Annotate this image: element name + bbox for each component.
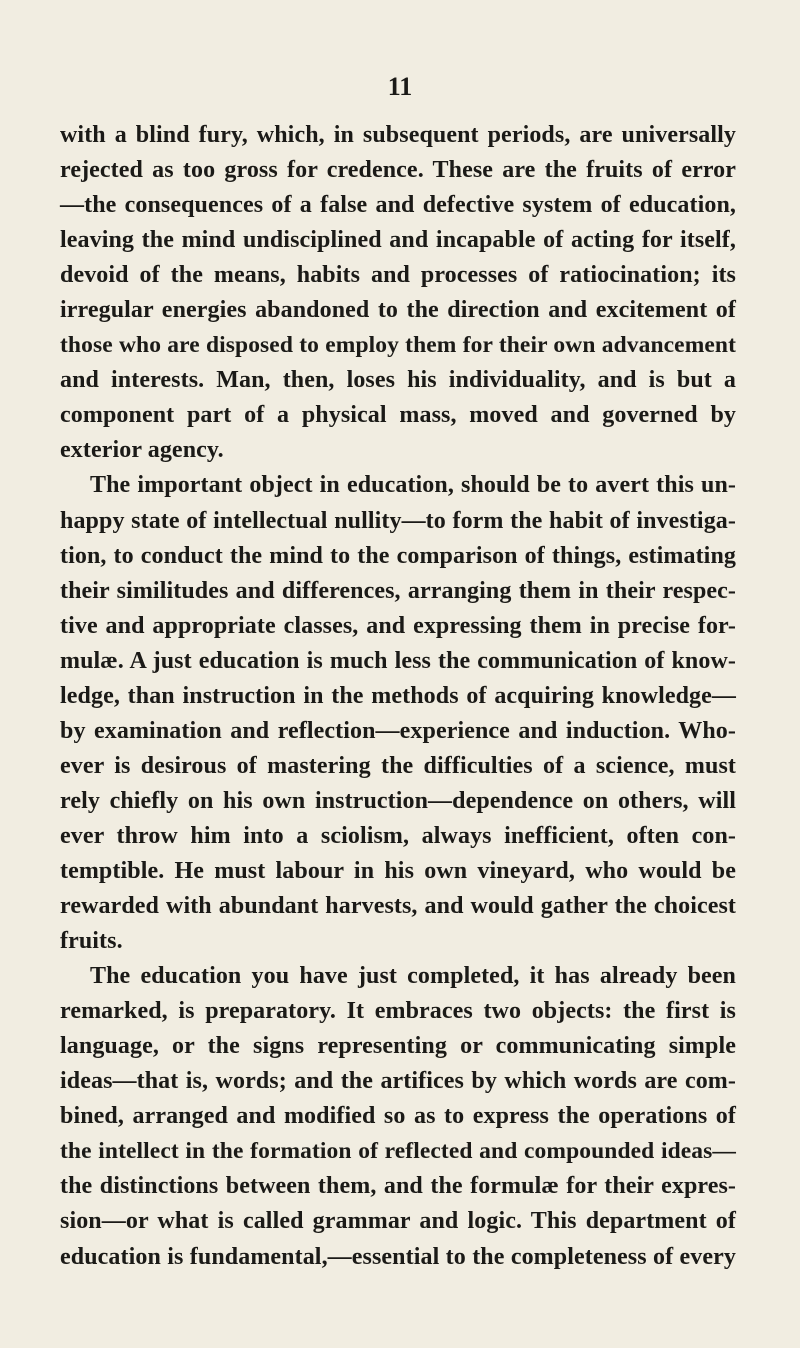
- text-line: —the consequences of a false and defective system of education,: [60, 192, 736, 219]
- body-text: [60, 118, 736, 1275]
- text-line: tion, to conduct the mind to the comparison of things, estimating: [60, 542, 736, 569]
- text-line: mulæ. A just education is much less the communication of know-: [60, 647, 736, 674]
- page-number: 11: [387, 72, 413, 101]
- text-line: the intellect in the formation of reflected and compounded ideas—: [60, 1138, 736, 1165]
- text-line: rely chiefly on his own instruction—dependence on others, will: [60, 787, 736, 814]
- text-line: devoid of the means, habits and processes of ratiocination; its: [60, 262, 736, 289]
- text-line: bined, arranged and modified so as to express the operations of: [60, 1103, 736, 1130]
- text-line: sion—or what is called grammar and logic. This department of: [60, 1208, 736, 1235]
- text-line: happy state of intellectual nullity—to form the habit of investiga-: [60, 507, 736, 534]
- text-line: exterior agency.: [60, 437, 224, 464]
- text-line: rejected as too gross for credence. These are the fruits of error: [60, 157, 736, 184]
- text-line: ever is desirous of mastering the difficulties of a science, must: [60, 752, 736, 779]
- text-line: fruits.: [60, 928, 123, 955]
- text-line: tive and appropriate classes, and expressing them in precise for-: [60, 612, 736, 639]
- text-line: with a blind fury, which, in subsequent periods, are universally: [60, 122, 736, 148]
- text-line: education is fundamental,—essential to the completeness of every: [60, 1243, 736, 1270]
- text-line: by examination and reflection—experience and induction. Who-: [60, 717, 736, 744]
- text-line: ledge, than instruction in the methods of acquiring knowledge—: [60, 682, 736, 709]
- text-line: The education you have just completed, it has already been: [90, 963, 736, 990]
- text-line: the distinctions between them, and the formulæ for their expres-: [60, 1173, 736, 1200]
- text-line: rewarded with abundant harvests, and would gather the choicest: [60, 893, 736, 920]
- text-line: irregular energies abandoned to the direction and excitement of: [60, 297, 736, 324]
- text-line: ever throw him into a sciolism, always inefficient, often con-: [60, 822, 736, 849]
- text-line: their similitudes and differences, arranging them in their respec-: [60, 577, 736, 604]
- text-line: leaving the mind undisciplined and incapable of acting for itself,: [60, 227, 736, 254]
- text-line: language, or the signs representing or communicating simple: [60, 1033, 736, 1060]
- text-line: ideas—that is, words; and the artifices by which words are com-: [60, 1068, 736, 1095]
- text-line: remarked, is preparatory. It embraces two objects: the first is: [60, 998, 736, 1025]
- text-line: those who are disposed to employ them for their own advancement: [60, 332, 736, 359]
- text-line: and interests. Man, then, loses his individuality, and is but a: [60, 367, 736, 394]
- text-line: The important object in education, should be to avert this un-: [90, 472, 736, 499]
- text-line: temptible. He must labour in his own vineyard, who would be: [60, 857, 736, 884]
- text-line: component part of a physical mass, moved and governed by: [60, 402, 736, 429]
